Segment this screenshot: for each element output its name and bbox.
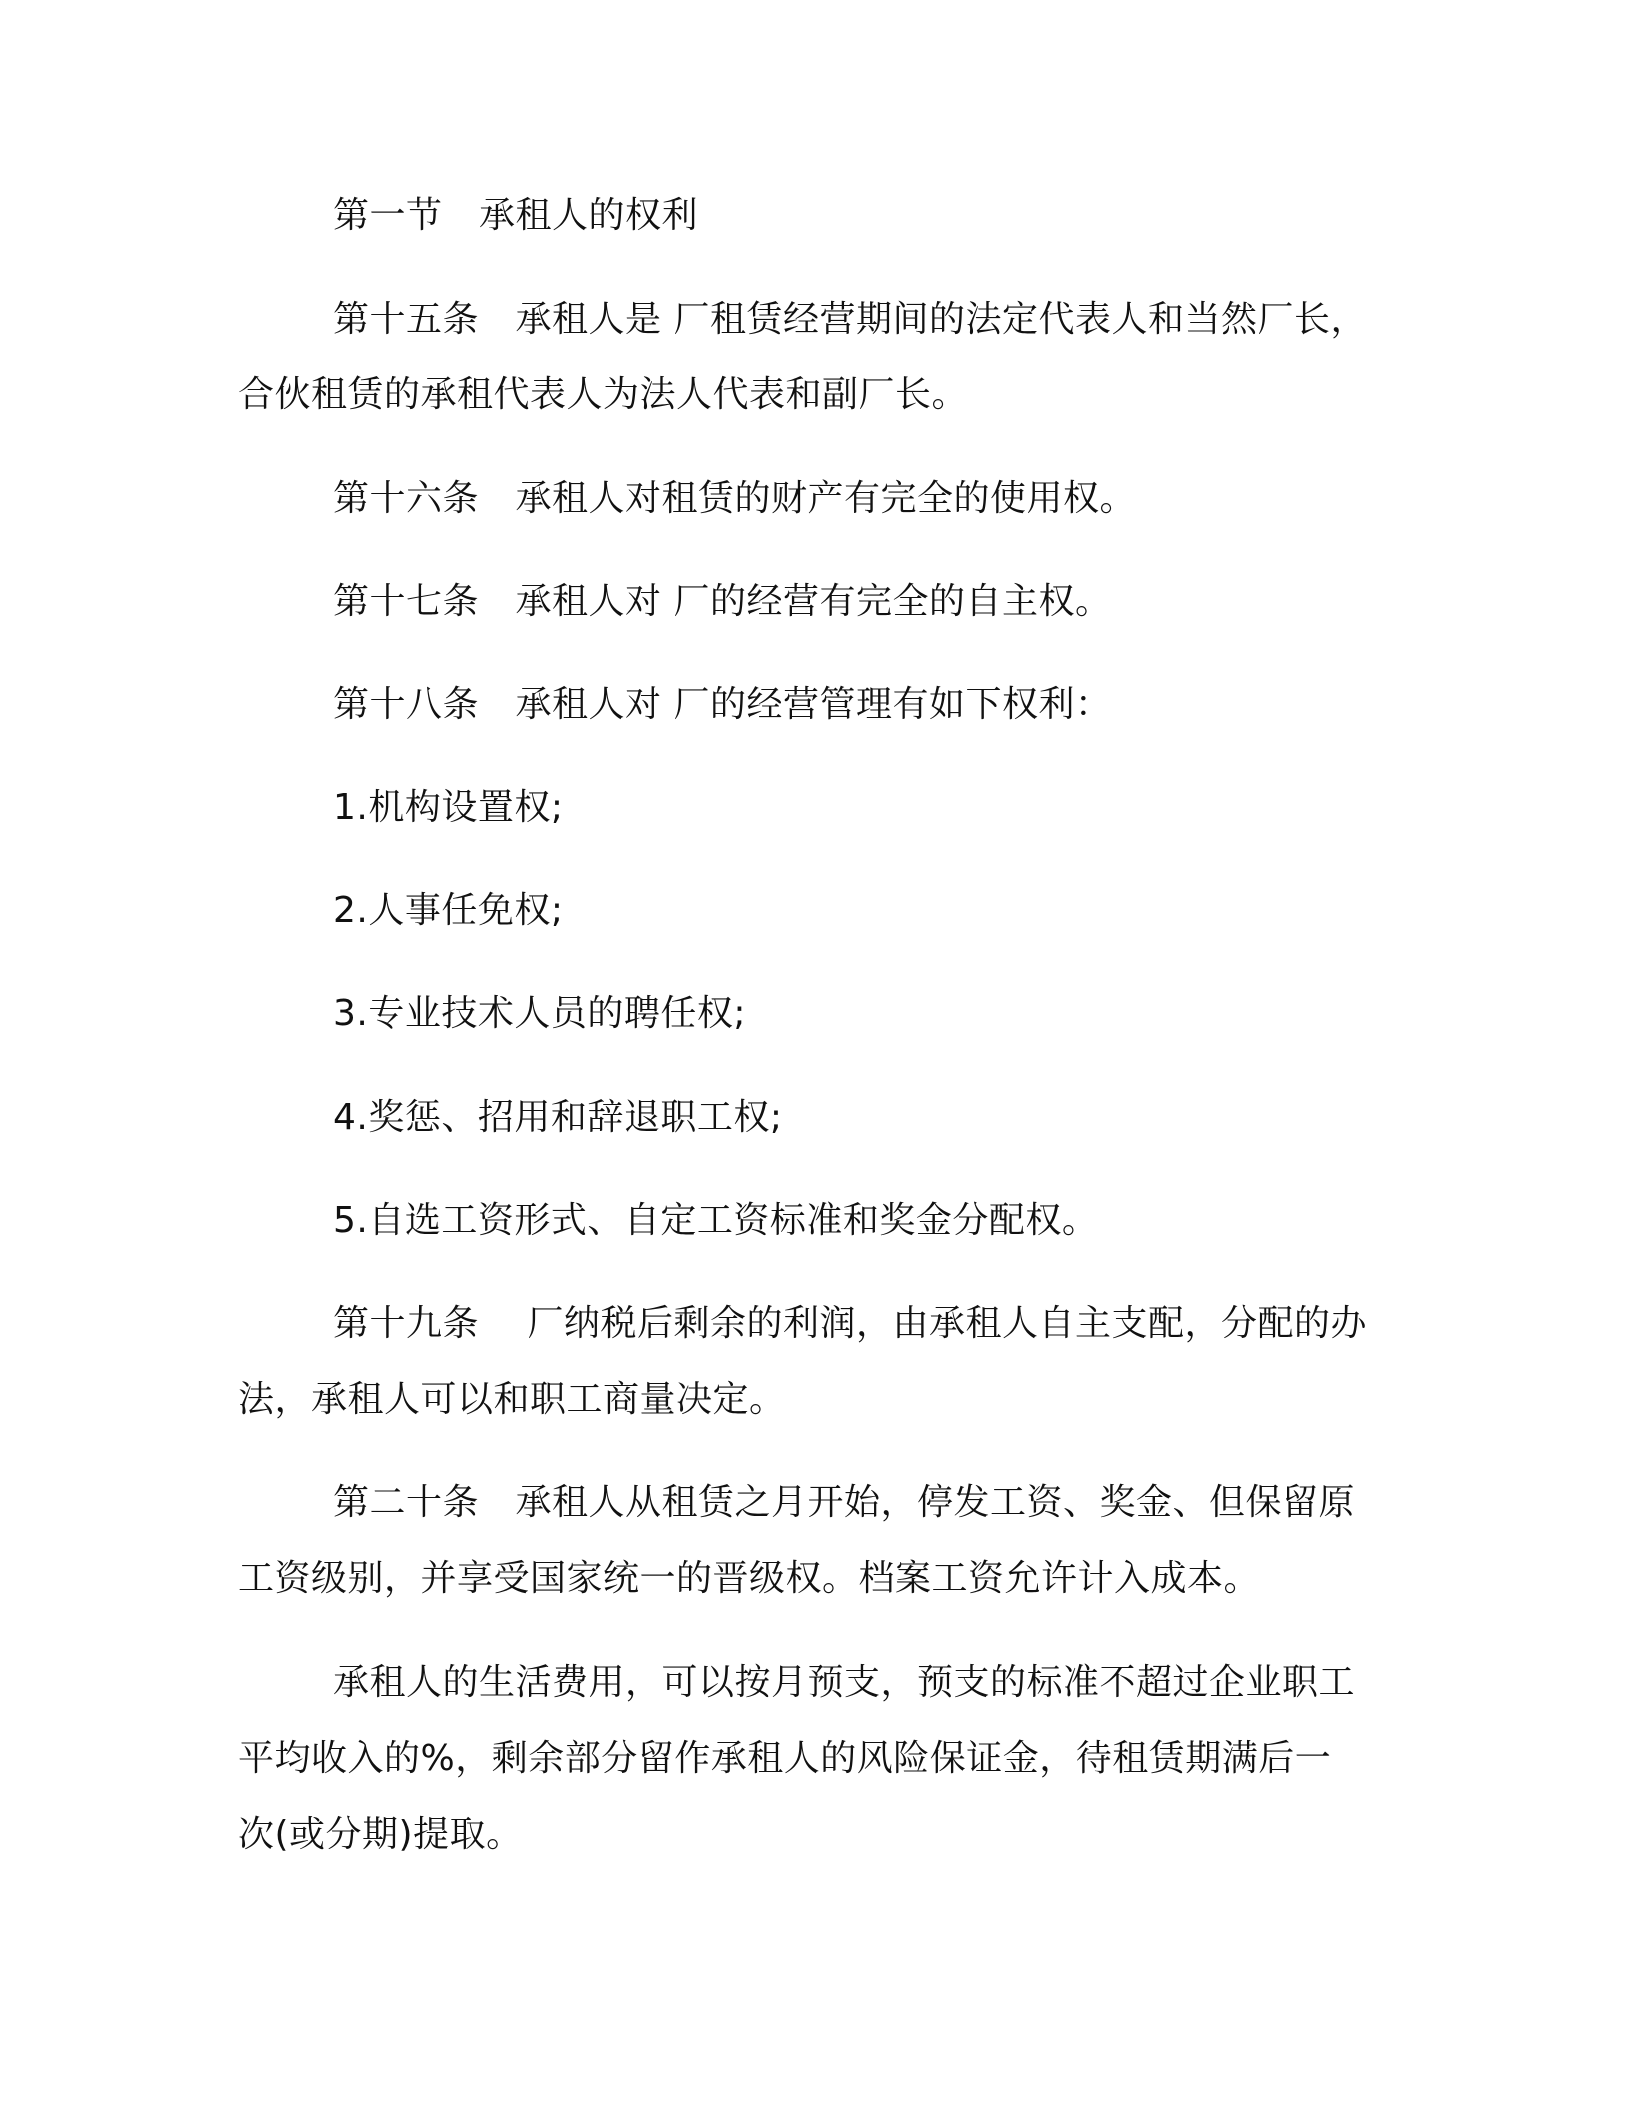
article-20-line-2: 工资级别，并享受国家统一的晋级权。档案工资允许计入成本。 xyxy=(238,1558,1261,1599)
right-item-2: 2.人事任免权; xyxy=(333,890,564,931)
right-item-1: 1.机构设置权; xyxy=(333,787,564,828)
article-20-line-1: 第二十条 承租人从租赁之月开始，停发工资、奖金、但保留原 xyxy=(333,1482,1356,1523)
right-item-3: 3.专业技术人员的聘任权; xyxy=(333,993,746,1034)
living-expenses-line-2: 平均收入的%，剩余部分留作承租人的风险保证金，待租赁期满后一 xyxy=(238,1738,1332,1779)
article-15-line-1: 第十五条 承租人是 厂租赁经营期间的法定代表人和当然厂长， xyxy=(333,299,1367,340)
article-19-line-1: 第十九条 厂纳税后剩余的利润，由承租人自主支配，分配的办 xyxy=(333,1303,1367,1344)
article-17: 第十七条 承租人对 厂的经营有完全的自主权。 xyxy=(333,581,1112,622)
living-expenses-line-3: 次(或分期)提取。 xyxy=(238,1814,523,1855)
living-expenses-line-1: 承租人的生活费用，可以按月预支，预支的标准不超过企业职工 xyxy=(333,1662,1356,1703)
article-18: 第十八条 承租人对 厂的经营管理有如下权利： xyxy=(333,684,1112,725)
section-heading: 第一节 承租人的权利 xyxy=(333,195,699,236)
right-item-5: 5.自选工资形式、自定工资标准和奖金分配权。 xyxy=(333,1200,1099,1241)
article-15-line-2: 合伙租赁的承租代表人为法人代表和副厂长。 xyxy=(238,374,969,415)
article-16: 第十六条 承租人对租赁的财产有完全的使用权。 xyxy=(333,478,1137,519)
right-item-4: 4.奖惩、招用和辞退职工权; xyxy=(333,1097,783,1138)
article-19-line-2: 法，承租人可以和职工商量决定。 xyxy=(238,1379,786,1420)
